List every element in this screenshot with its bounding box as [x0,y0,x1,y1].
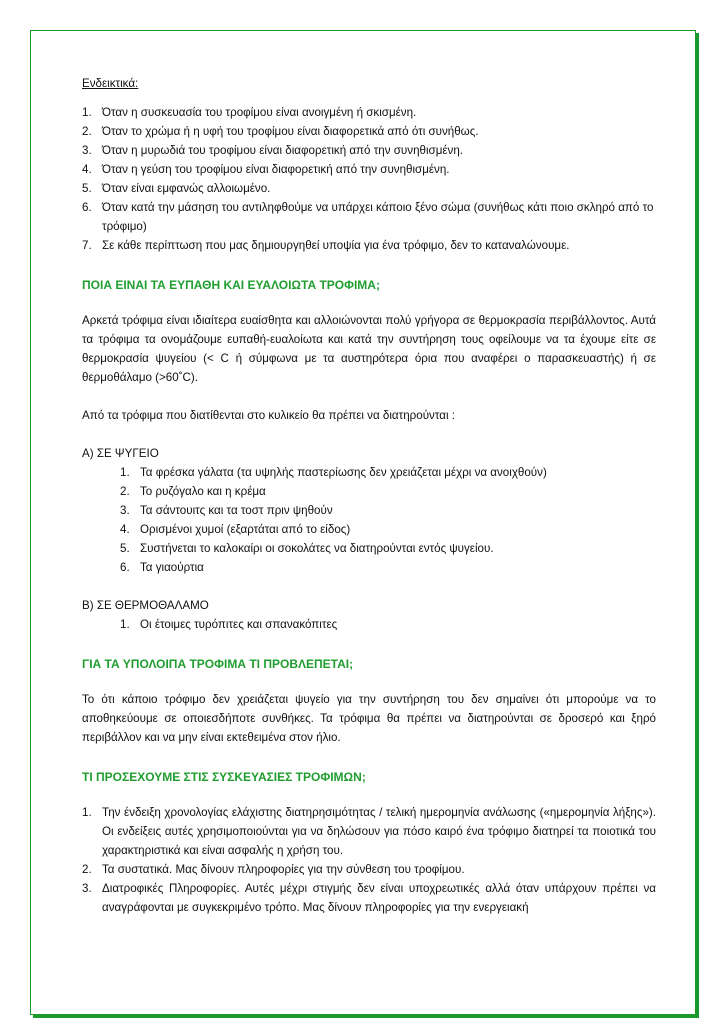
item-text: Τα γιαούρτια [140,561,204,574]
item-text: Όταν η συσκευασία του τροφίμου είναι ανοιγμένη ή σκισμένη. [102,106,417,119]
list-item [82,141,656,160]
item-text: Συστήνεται το καλοκαίρι οι σοκολάτες να διατηρούνται εντός ψυγείου. [140,542,494,555]
item-text: Όταν η γεύση του τροφίμου είναι διαφορετική από την συνηθισμένη. [102,163,450,176]
fridge-list [82,463,656,577]
item-text: Σε κάθε περίπτωση που μας δημιουργηθεί υποψία για ένα τρόφιμο, δεν το καταναλώνουμε. [102,239,570,252]
list-item [82,236,656,255]
item-number: 3. [120,504,130,517]
item-number: 4. [120,523,130,536]
item-number: 1. [82,106,92,119]
item-number: 3. [82,144,92,157]
section-heading-perishable: ΠΟΙΑ ΕΙΝΑΙ ΤΑ ΕΥΠΑΘΗ ΚΑΙ ΕΥΑΛΟΙΩΤΑ ΤΡΟΦΙΜΑ; [82,278,380,292]
item-number: 5. [82,182,92,195]
section-heading-other-foods: ΓΙΑ ΤΑ ΥΠΟΛΟΙΠΑ ΤΡΟΦΙΜΑ ΤΙ ΠΡΟΒΛΕΠΕΤΑΙ; [82,657,354,671]
packaging-list [82,803,656,917]
item-text: Όταν το χρώμα ή η υφή του τροφίμου είναι διαφορετικά από ότι συνήθως. [102,125,479,138]
item-number: 6. [82,201,92,214]
list-item [82,463,656,482]
list-item [82,520,656,539]
list-item [82,482,656,501]
item-text: Την ένδειξη χρονολογίας ελάχιστης διατηρησιμότητας / τελική ημερομηνία ανάλωσης («ημερομηνία λήξης»). Οι ενδείξεις αυτές χρησιμοποιούνται για να δηλώσουν για πόσο καιρό ένα τρόφιμο διατηρεί τα ποιοτικά του χαρακτηριστικά και είναι ασφαλής η χρήση του. [102,806,656,857]
section-heading-packaging: ΤΙ ΠΡΟΣΕΧΟΥΜΕ ΣΤΙΣ ΣΥΣΚΕΥΑΣΙΕΣ ΤΡΟΦΙΜΩΝ; [82,770,366,784]
document-body [82,64,656,917]
paragraph: Αρκετά τρόφιμα είναι ιδιαίτερα ευαίσθητα και αλλοιώνονται πολύ γρήγορα σε θερμοκρασία περιβάλλοντος. Αυτά τα τρόφιμα τα ονομάζουμε ευπαθή-ευαλοίωτα και κατά την συντήρηση τους οφείλουμε να τα έχουμε είτε σε θερμοκρασία ψυγείου (< C ή σύμφωνα με τα αυστηρότερα όρια που αναφέρει ο παρασκευαστής) ή σε θερμοθάλαμο (>60˚C). [82,314,656,384]
item-text: Όταν είναι εμφανώς αλλοιωμένο. [102,182,271,195]
item-number: 1. [120,466,130,479]
paragraph: Το ότι κάποιο τρόφιμο δεν χρειάζεται ψυγείο για την συντήρηση του δεν σημαίνει ότι μπορούμε να το αποθηκεύουμε σε οποιεσδήποτε συνθήκες. Τα τρόφιμα θα πρέπει να διατηρούνται σε δροσερό και ξηρό περιβάλλον και να μην είναι εκτεθειμένα στον ήλιο. [82,693,656,744]
item-number: 7. [82,239,92,252]
list-item [82,860,656,879]
list-item [82,122,656,141]
list-item [82,103,656,122]
heater-label: Β) ΣΕ ΘΕΡΜΟΘΑΛΑΜΟ [82,599,209,612]
item-text: Τα φρέσκα γάλατα (τα υψηλής παστερίωσης δεν χρειάζεται μέχρι να ανοιχθούν) [140,466,547,479]
list-item [82,501,656,520]
list-item [82,198,656,236]
item-text: Όταν κατά την μάσηση του αντιληφθούμε να υπάρχει κάποιο ξένο σώμα (συνήθως κάτι ποιο σκληρό από το τρόφιμο) [102,201,654,233]
item-number: 6. [120,561,130,574]
item-number: 2. [120,485,130,498]
item-text: Τα σάντουιτς και τα τοστ πριν ψηθούν [140,504,333,517]
fridge-label: Α) ΣΕ ΨΥΓΕΙΟ [82,447,159,460]
item-text: Το ρυζόγαλο και η κρέμα [140,485,266,498]
item-text: Οι έτοιμες τυρόπιτες και σπανακόπιτες [140,618,338,631]
item-number: 2. [82,863,92,876]
list-item [82,879,656,917]
item-number: 1. [82,806,92,819]
item-text: Όταν η μυρωδιά του τροφίμου είναι διαφορετική από την συνηθισμένη. [102,144,464,157]
signs-list [82,103,656,255]
list-item [82,539,656,558]
list-item [82,179,656,198]
paragraph: Από τα τρόφιμα που διατίθενται στο κυλικείο θα πρέπει να διατηρούνται : [82,409,455,422]
item-text: Διατροφικές Πληροφορίες. Αυτές μέχρι στιγμής δεν είναι υποχρεωτικές αλλά όταν υπάρχουν πρέπει να αναγράφονται με συγκεκριμένο τρόπο. Μας δίνουν πληροφορίες για την ενεργειακή [102,882,656,914]
intro-label: Ενδεικτικά: [82,77,139,90]
list-item [82,803,656,860]
list-item [82,615,656,634]
item-text: Ορισμένοι χυμοί (εξαρτάται από το είδος) [140,523,351,536]
item-number: 3. [82,882,92,895]
item-text: Τα συστατικά. Μας δίνουν πληροφορίες για την σύνθεση του τροφίμου. [102,863,465,876]
heater-list [82,615,656,634]
item-number: 5. [120,542,130,555]
item-number: 1. [120,618,130,631]
list-item [82,558,656,577]
item-number: 2. [82,125,92,138]
list-item [82,160,656,179]
item-number: 4. [82,163,92,176]
